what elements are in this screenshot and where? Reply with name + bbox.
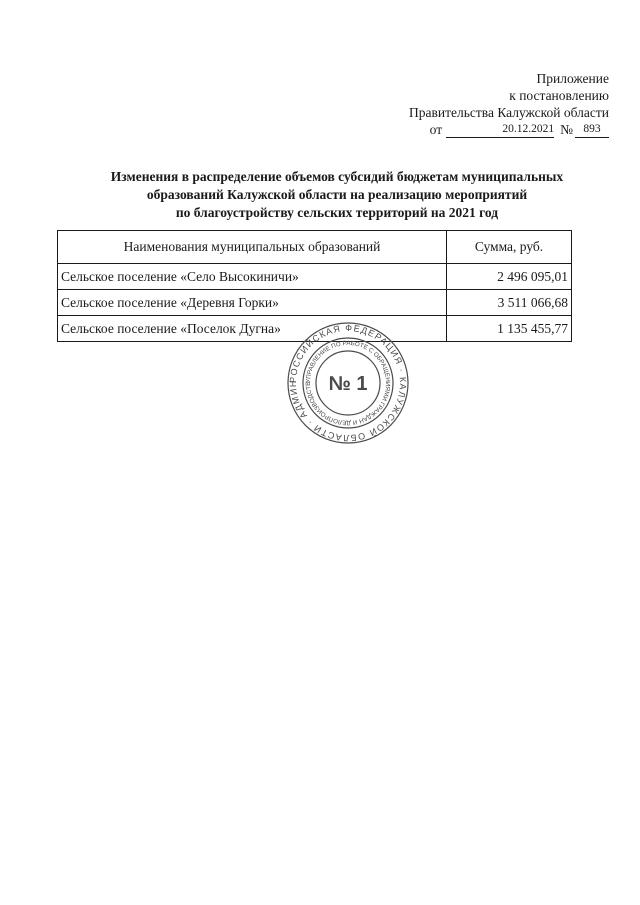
title-line-1: Изменения в распределение объемов субсидий бюджетам муниципальных bbox=[110, 169, 564, 184]
title-line-2: образований Калужской области на реализацию мероприятий bbox=[146, 187, 528, 202]
attachment-title: Приложение bbox=[536, 71, 609, 86]
attachment-resolution: к постановлению bbox=[509, 88, 609, 103]
row-municipality: Сельское поселение «Село Высокиничи» bbox=[58, 264, 447, 290]
row-sum: 1 135 455,77 bbox=[447, 316, 572, 342]
header-sum: Сумма, руб. bbox=[447, 231, 572, 264]
resolution-date: 20.12.2021 bbox=[446, 122, 554, 138]
official-seal bbox=[287, 322, 409, 444]
table-row bbox=[58, 264, 572, 290]
attachment-date-line bbox=[349, 121, 609, 138]
row-sum: 3 511 066,68 bbox=[447, 290, 572, 316]
attachment-block bbox=[349, 70, 609, 138]
title-line-3: по благоустройству сельских территорий на 2021 год bbox=[175, 205, 499, 220]
header-municipality: Наименования муниципальных образований bbox=[58, 231, 447, 264]
row-municipality: Сельское поселение «Деревня Горки» bbox=[58, 290, 447, 316]
number-sign: № bbox=[560, 122, 573, 137]
seal-center-text: № 1 bbox=[328, 373, 368, 395]
seal-inner-text: УПРАВЛЕНИЕ ПО РАБОТЕ С ОБРАЩЕНИЯМИ ГРАЖДАН И ДЕЛОПРОИЗВОДСТВ bbox=[304, 339, 392, 427]
seal-graphic bbox=[287, 322, 409, 444]
document-title bbox=[40, 168, 634, 222]
resolution-number: 893 bbox=[575, 122, 609, 138]
attachment-government: Правительства Калужской области bbox=[408, 105, 609, 120]
table-row bbox=[58, 290, 572, 316]
seal-outer-text: РОССИЙСКАЯ ФЕДЕРАЦИЯ · КАЛУЖСКОЙ ОБЛАСТИ · АДМИН bbox=[287, 322, 409, 444]
row-municipality: Сельское поселение «Поселок Дугна» bbox=[58, 316, 447, 342]
from-label: от bbox=[429, 122, 443, 137]
row-sum: 2 496 095,01 bbox=[447, 264, 572, 290]
table-header-row bbox=[58, 231, 572, 264]
